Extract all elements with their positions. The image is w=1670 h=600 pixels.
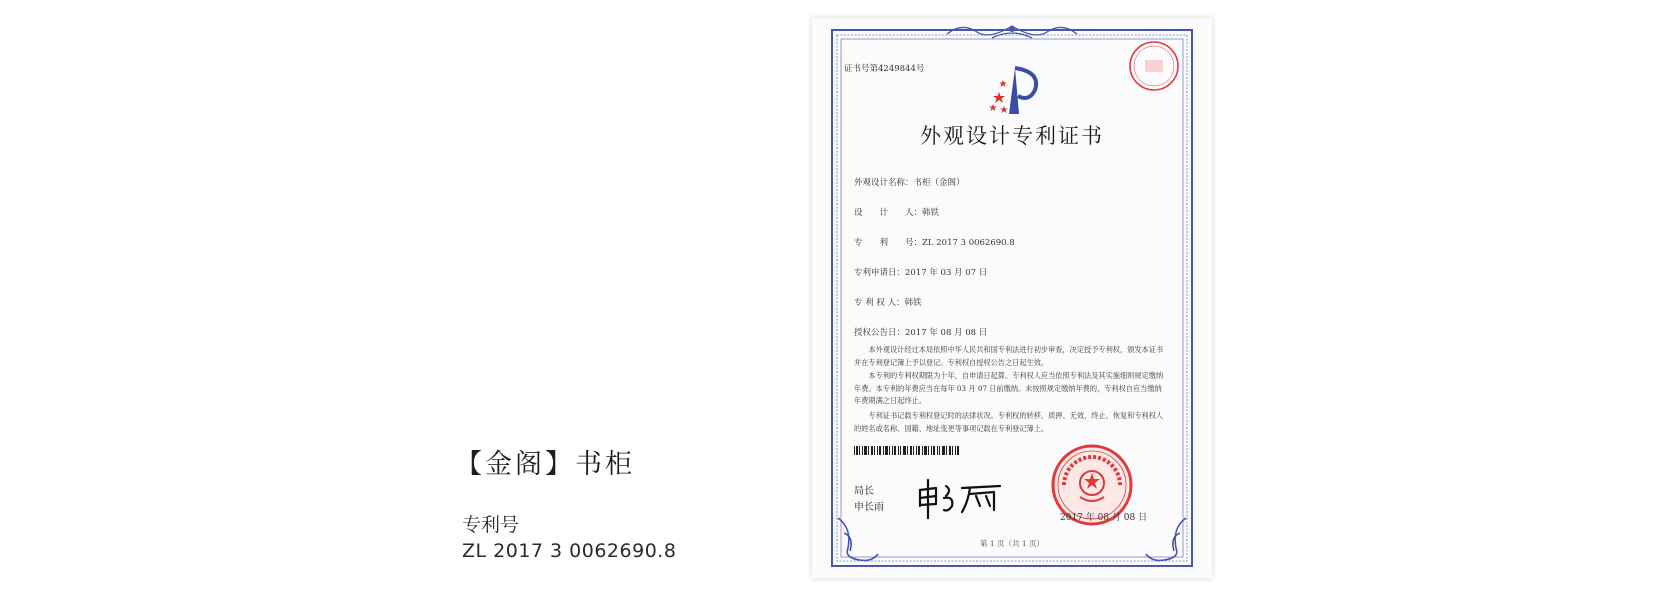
patent-number-label: 专利号 — [462, 514, 520, 536]
certificate-paragraph: 本外观设计经过本局依照中华人民共和国专利法进行初步审查，决定授予专利权，颁发本证书并在专利登记簿上予以登记。专利权自授权公告之日起生效。 — [854, 345, 1164, 367]
certificate-number: 证书号第4249844号 — [844, 64, 925, 74]
barcode — [854, 446, 959, 455]
issue-date: 2017 年 08 月 08 日 — [1060, 513, 1148, 523]
patent-office-emblem — [985, 64, 1043, 118]
field-announcement-date: 授权公告日：2017 年 08 月 08 日 — [854, 328, 988, 338]
product-title: 【金阁】书柜 — [455, 449, 635, 480]
small-seal-stamp — [1128, 40, 1180, 92]
bureau-chief-title: 局长 — [854, 486, 874, 497]
handwritten-signature — [914, 476, 1010, 520]
field-patent-number: 专 利 号：ZL 2017 3 0062690.8 — [854, 238, 1015, 248]
patent-number-value: ZL 2017 3 0062690.8 — [462, 540, 677, 562]
page-footer: 第 1 页（共 1 页） — [979, 539, 1045, 548]
field-design-name: 外观设计名称：书柜（金阁） — [854, 178, 965, 188]
field-designer: 设 计 人：韩铁 — [854, 208, 940, 218]
top-ornament — [942, 20, 1082, 42]
patent-certificate — [812, 18, 1212, 578]
certificate-paragraph: 本专利的专利权期限为十年，自申请日起算。专利权人应当依照专利法及其实施细则规定缴纳年费。本专利的年费应当在每年 03 月 07 日前缴纳。未按照规定缴纳年费的，专利权自应当缴纳年费期满之日起终止。 — [854, 371, 1164, 405]
field-patentee: 专 利 权 人：韩铁 — [854, 298, 922, 308]
certificate-heading: 外观设计专利证书 — [920, 124, 1104, 148]
certificate-paragraph: 专利证书记载专利权登记时的法律状况。专利权的转移、质押、无效、终止、恢复和专利权人的姓名或名称、国籍、地址变更等事项记载在专利登记簿上。 — [854, 411, 1164, 433]
field-application-date: 专利申请日：2017 年 03 月 07 日 — [854, 268, 988, 278]
bureau-chief-name: 申长雨 — [854, 502, 884, 513]
